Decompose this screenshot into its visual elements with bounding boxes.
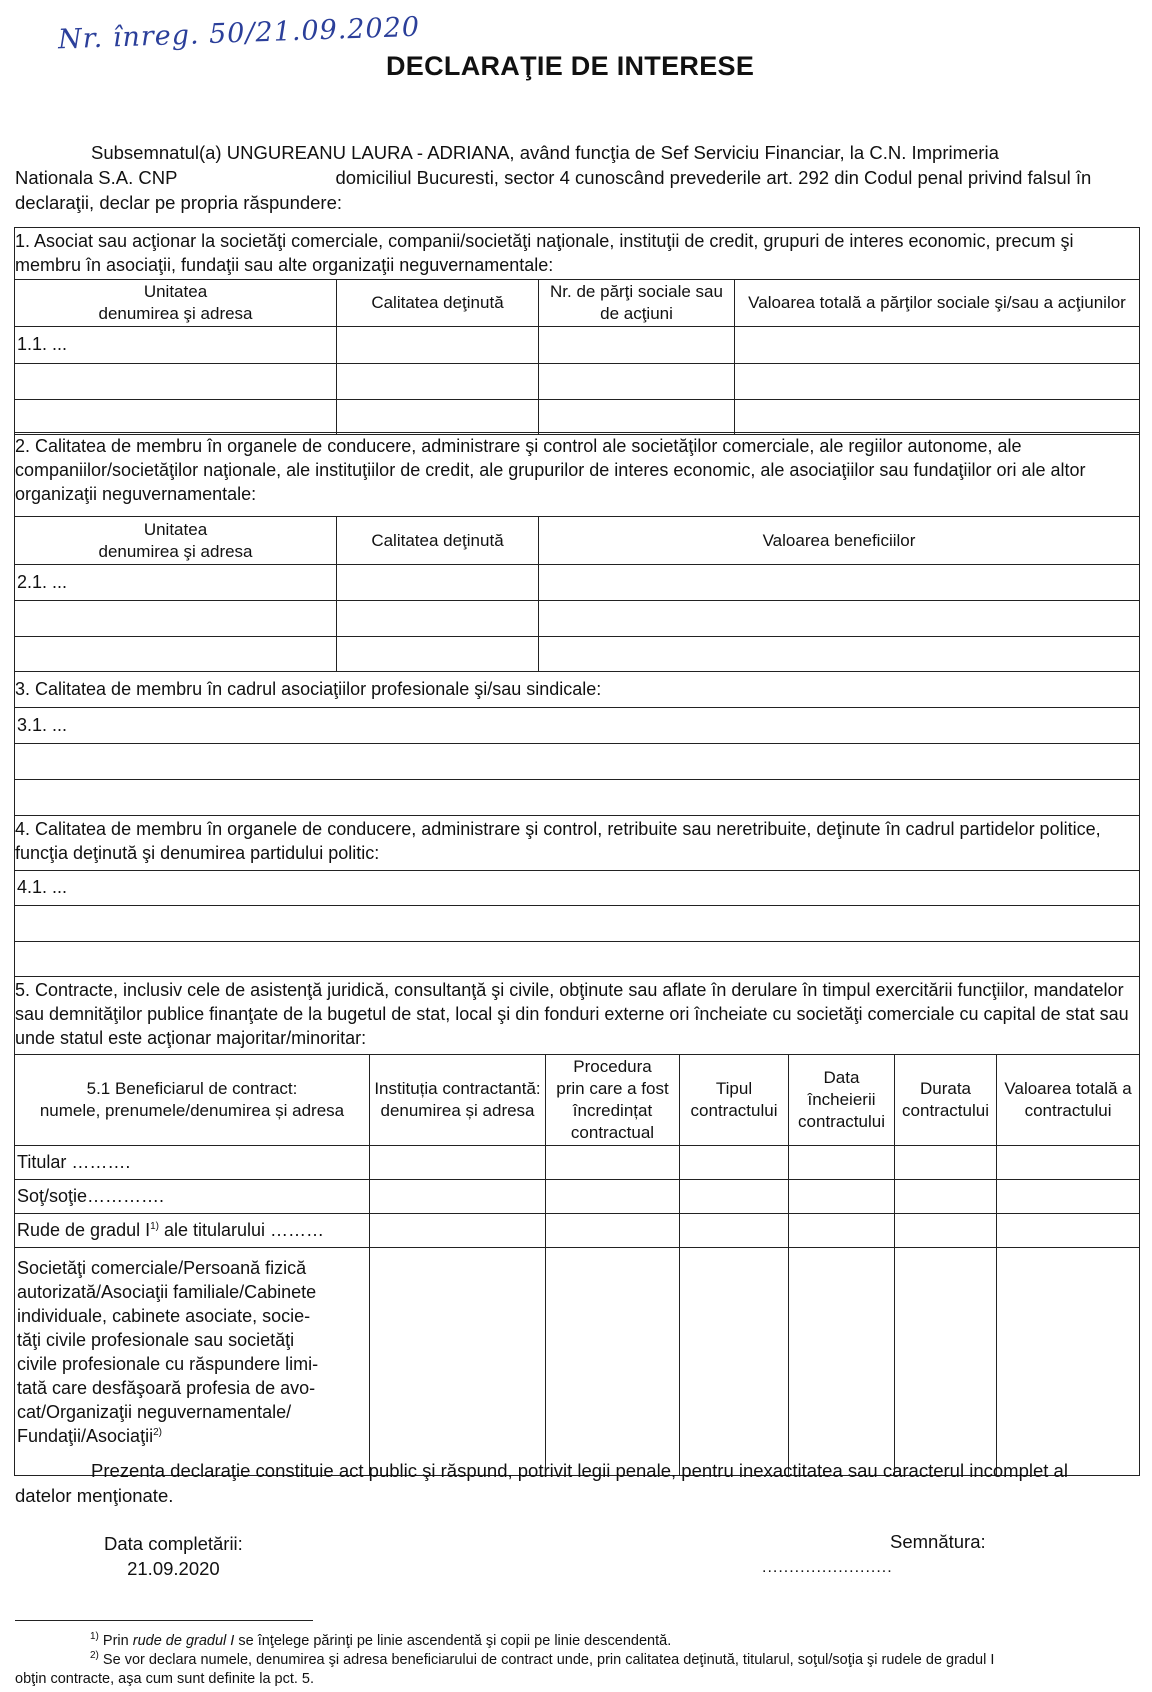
table-cell <box>735 327 1140 364</box>
section-3-table <box>14 671 1140 816</box>
table-cell <box>895 1146 997 1180</box>
footnote-divider <box>15 1620 313 1621</box>
section-5-table <box>14 976 1140 1476</box>
section-1-header-role: Calitatea deţinută <box>337 280 539 327</box>
section-2-header-role: Calitatea deţinută <box>337 517 539 565</box>
table-cell <box>789 1214 895 1248</box>
section-5-title: 5. Contracte, inclusiv cele de asistenţă juridică, consultanţă şi civile, obţinute sau aflate în derulare în timpul exercitării funcţiilor, mandatelor sau demnităţilor publice finanţate de la bugetul de stat, local şi din fonduri externe ori încheiate cu societăţi comerciale cu capital de stat sau unde statul este acţionar majoritar/minoritar: <box>15 977 1140 1055</box>
completion-date-block <box>104 1531 243 1581</box>
section-3-title: 3. Calitatea de membru în cadrul asociaţiilor profesionale şi/sau sindicale: <box>15 672 1140 708</box>
section-5-header-procedure: Procedura prin care a fost încredințat contractual <box>546 1055 680 1146</box>
table-cell <box>546 1180 680 1214</box>
table-cell <box>680 1214 789 1248</box>
section-2-title: 2. Calitatea de membru în organele de conducere, administrare şi control ale societăţilor comerciale, ale regiilor autonome, ale companiilor/societăţilor naţionale, ale instituţiilor de credit, ale grupurilor de interes economic, ale asociaţiilor sau fundaţiilor ori ale altor organizaţii neguvernamentale: <box>15 433 1140 517</box>
table-cell <box>997 1146 1140 1180</box>
intro-line-2b: domiciliul Bucuresti, sector 4 cunoscând prevederile art. 292 din Codul penal privind falsul în <box>335 167 1092 188</box>
section-1-header-unit: Unitatea denumirea şi adresa <box>15 280 337 327</box>
table-cell <box>680 1248 789 1476</box>
table-cell <box>546 1214 680 1248</box>
table-cell <box>997 1248 1140 1476</box>
signature-line: ........................ <box>762 1559 893 1576</box>
section-1-header-shares: Nr. de părţi sociale sau de acţiuni <box>539 280 735 327</box>
table-cell <box>15 780 1140 816</box>
table-cell <box>997 1214 1140 1248</box>
table-cell <box>680 1146 789 1180</box>
section-5-header-duration: Durata contractului <box>895 1055 997 1146</box>
table-cell <box>539 364 735 400</box>
date-label: Data completării: <box>104 1533 243 1554</box>
section-5-header-institution: Instituția contractantă: denumirea și adresa <box>370 1055 546 1146</box>
section-5-header-type: Tipul contractului <box>680 1055 789 1146</box>
table-cell <box>370 1214 546 1248</box>
section-5-header-value: Valoarea totală a contractului <box>997 1055 1140 1146</box>
footnote-2-continued: obţin contracte, aşa cum sunt definite la pct. 5. <box>15 1671 315 1687</box>
section-1-row-label: 1.1. ... <box>15 327 337 364</box>
table-cell <box>789 1248 895 1476</box>
section-5-row-companies: Societăţi comerciale/Persoană fizică autorizată/Asociaţii familiale/Cabinete individuale, cabinete asociate, socie- tăţi civile profesionale sau societăţi civile profesionale cu răspundere limi- tată care desfăşoară profesia de avo- cat/Organizaţii neguvernamentale/ Fundaţii/Asociaţii$^{2)}$ <box>15 1248 370 1476</box>
table-cell <box>789 1180 895 1214</box>
table-cell <box>337 364 539 400</box>
footnote-1: $^{1)}$ Prin rude de gradul I se înţelege părinţi pe linie ascendentă şi copii pe linie descendentă. <box>90 1631 672 1649</box>
table-cell <box>370 1146 546 1180</box>
table-cell <box>15 400 337 435</box>
table-cell <box>539 400 735 435</box>
section-5-header-date: Data încheierii contractului <box>789 1055 895 1146</box>
table-cell <box>337 327 539 364</box>
section-5-row-spouse: Soţ/soţie…………. <box>15 1180 370 1214</box>
table-cell <box>735 364 1140 400</box>
intro-line-2a: Nationala S.A. CNP <box>15 167 178 188</box>
section-2-row-label: 2.1. ... <box>15 565 337 601</box>
table-cell <box>337 637 539 672</box>
footnotes <box>15 1632 1138 1689</box>
table-cell <box>337 601 539 637</box>
footnote-2: $^{2)}$ Se vor declara numele, denumirea şi adresa beneficiarului de contract unde, prin calitatea deţinută, titularul, soţul/soţia şi rudele de gradul I <box>90 1650 995 1668</box>
section-2-table <box>14 432 1140 672</box>
section-5-row-relatives: Rude de gradul $I^{1)}$ ale titularului ……… <box>15 1214 370 1248</box>
registration-handwritten-note: Nr. înreg. 50/21.09.2020 <box>57 11 421 56</box>
section-5-header-beneficiary: 5.1 Beneficiarul de contract: numele, prenumele/denumirea și adresa <box>15 1055 370 1146</box>
table-cell <box>895 1214 997 1248</box>
section-2-header-benefits: Valoarea beneficiilor <box>539 517 1140 565</box>
table-cell <box>15 744 1140 780</box>
table-cell <box>15 364 337 400</box>
table-cell <box>895 1180 997 1214</box>
intro-line-1: Subsemnatul(a) UNGUREANU LAURA - ADRIANA, având funcţia de Sef Serviciu Financiar, la C.N. Imprimeria <box>91 142 999 163</box>
intro-paragraph <box>15 140 1138 215</box>
table-cell <box>546 1248 680 1476</box>
intro-line-3: declaraţii, declar pe propria răspundere: <box>15 192 343 213</box>
table-cell <box>895 1248 997 1476</box>
table-cell <box>789 1146 895 1180</box>
table-cell <box>680 1180 789 1214</box>
table-cell <box>997 1180 1140 1214</box>
section-2-header-unit: Unitatea denumirea şi adresa <box>15 517 337 565</box>
table-cell <box>539 637 1140 672</box>
section-4-row-label: 4.1. ... <box>15 871 1140 906</box>
closing-statement: Prezenta declaraţie constituie act public şi răspund, potrivit legii penale, pentru inexactitatea sau caracterul incomplet al datelor menţionate. <box>15 1460 1068 1506</box>
table-cell <box>539 565 1140 601</box>
section-4-title: 4. Calitatea de membru în organele de conducere, administrare şi control, retribuite sau neretribuite, deţinute în cadrul partidelor politice, funcţia deţinută şi denumirea partidului politic: <box>15 816 1140 871</box>
section-4-table <box>14 815 1140 977</box>
table-cell <box>15 942 1140 977</box>
table-cell <box>15 906 1140 942</box>
page-title: DECLARAŢIE DE INTERESE <box>386 51 755 81</box>
section-1-title: 1. Asociat sau acţionar la societăţi comerciale, companii/societăţi naţionale, instituţii de credit, grupuri de interes economic, precum şi membru în asociaţii, fundaţii sau alte organizaţii neguvernamentale: <box>15 228 1140 280</box>
table-cell <box>539 601 1140 637</box>
date-value: 21.09.2020 <box>127 1558 220 1579</box>
table-cell <box>15 637 337 672</box>
table-cell <box>337 400 539 435</box>
table-cell <box>735 400 1140 435</box>
section-5-row-titular: Titular ………. <box>15 1146 370 1180</box>
table-cell <box>370 1180 546 1214</box>
signature-label: Semnătura: <box>890 1531 986 1552</box>
section-1-header-value: Valoarea totală a părţilor sociale şi/sau a acţiunilor <box>735 280 1140 327</box>
table-cell <box>546 1146 680 1180</box>
table-cell <box>15 601 337 637</box>
table-cell <box>337 565 539 601</box>
section-1-table <box>14 227 1140 435</box>
section-3-row-label: 3.1. ... <box>15 708 1140 744</box>
table-cell <box>539 327 735 364</box>
table-cell <box>370 1248 546 1476</box>
